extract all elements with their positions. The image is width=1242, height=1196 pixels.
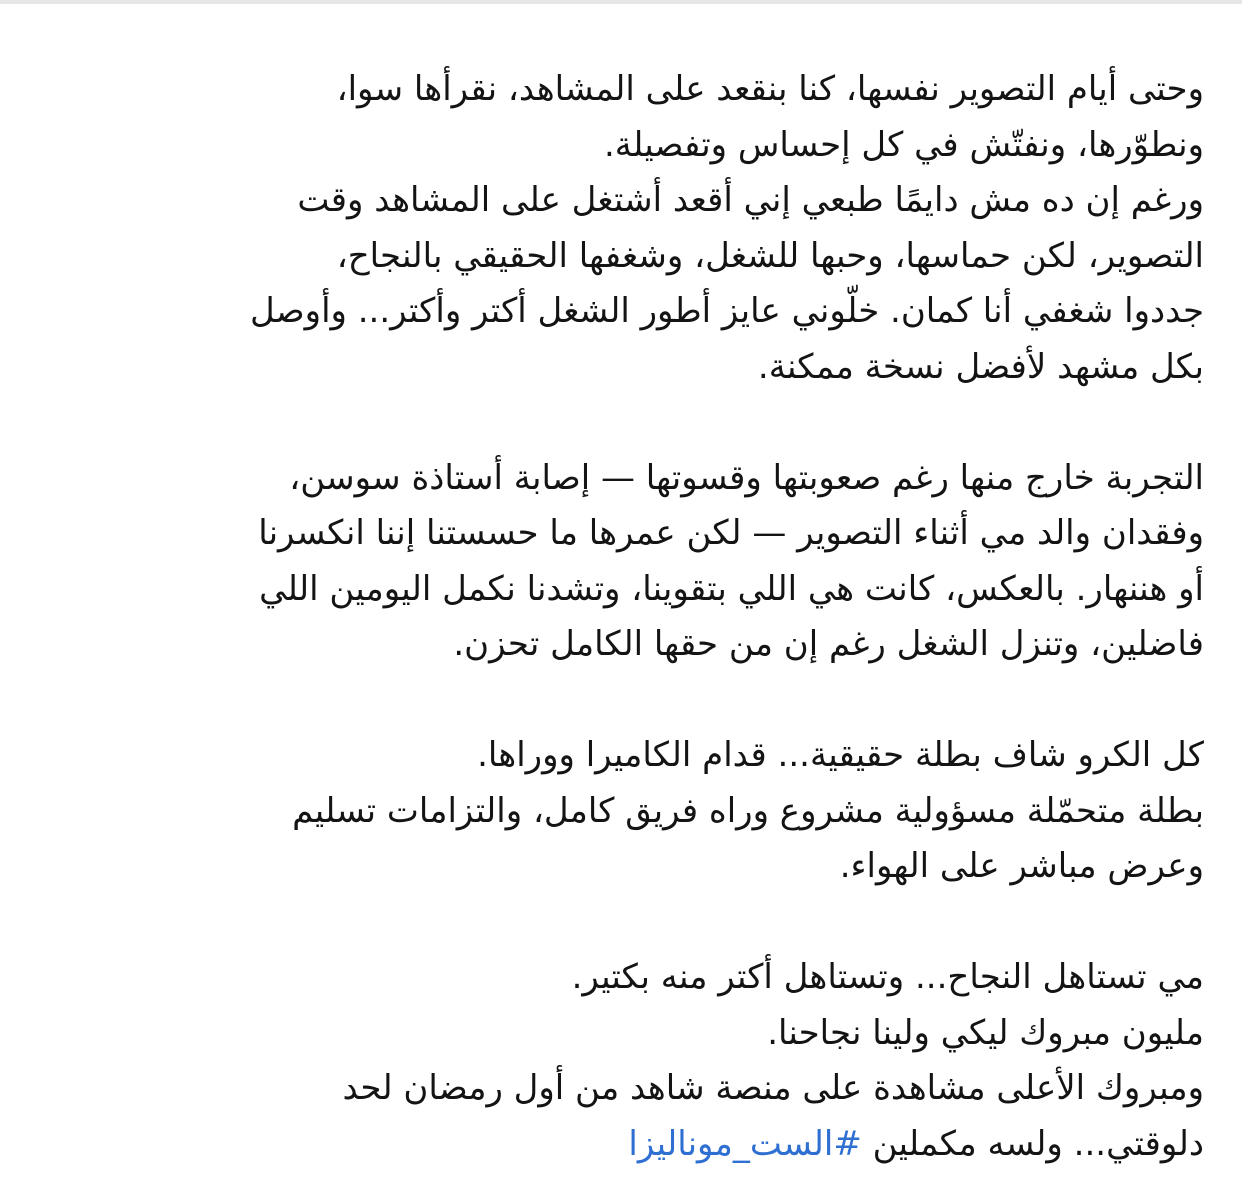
post-line: ومبروك الأعلى مشاهدة على منصة شاهد من أول رمضان لحد — [342, 1068, 1204, 1108]
post-text — [54, 62, 1204, 1172]
post-line: التصوير، لكن حماسها، وحبها للشغل، وشغفها الحقيقي بالنجاح، — [336, 235, 1204, 276]
post-line: وعرض مباشر على الهواء. — [839, 846, 1204, 886]
paragraph-gap — [54, 895, 1204, 951]
post-line: مليون مبروك ليكي ولينا نجاحنا. — [767, 1012, 1204, 1053]
post-line: ورغم إن ده مش دايمًا طبعي إني أقعد أشتغل على المشاهد وقت — [297, 180, 1204, 220]
post-line: بطلة متحمّلة مسؤولية مشروع وراه فريق كامل، والتزامات تسليم — [292, 790, 1204, 831]
post-line: ونطوّرها، ونفتّش في كل إحساس وتفصيلة. — [603, 124, 1204, 165]
post-line: مي تستاهل النجاح... وتستاهل أكتر منه بكتير. — [571, 957, 1204, 997]
post-line: جددوا شغفي أنا كمان. خلّوني عايز أطور الشغل أكتر وأكتر... وأوصل — [250, 291, 1204, 331]
post-line: فاضلين، وتنزل الشغل رغم إن من حقها الكامل تحزن. — [453, 624, 1204, 664]
post-line: التجربة خارج منها رغم صعوبتها وقسوتها — إصابة أستاذة سوسن، — [289, 457, 1204, 498]
paragraph-gap — [54, 395, 1204, 451]
post-line: وحتى أيام التصوير نفسها، كنا بنقعد على المشاهد، نقرأها سوا، — [336, 69, 1204, 109]
paragraph-gap — [54, 673, 1204, 729]
hashtag-link[interactable]: #الست_موناليزا — [628, 1123, 862, 1164]
post-line: وفقدان والد مي أثناء التصوير — لكن عمرها ما حسستنا إننا انكسرنا — [258, 513, 1204, 553]
post-line: بكل مشهد لأفضل نسخة ممكنة. — [757, 346, 1204, 387]
post-line: كل الكرو شاف بطلة حقيقية... قدام الكاميرا ووراها. — [477, 735, 1204, 775]
top-divider — [0, 0, 1242, 4]
post-line-text: دلوقتي... ولسه مكملين — [861, 1123, 1204, 1164]
post-line: أو هننهار. بالعكس، كانت هي اللي بتقوينا، وتشدنا نكمل اليومين اللي — [259, 568, 1204, 609]
post-last-line — [54, 1117, 1204, 1173]
